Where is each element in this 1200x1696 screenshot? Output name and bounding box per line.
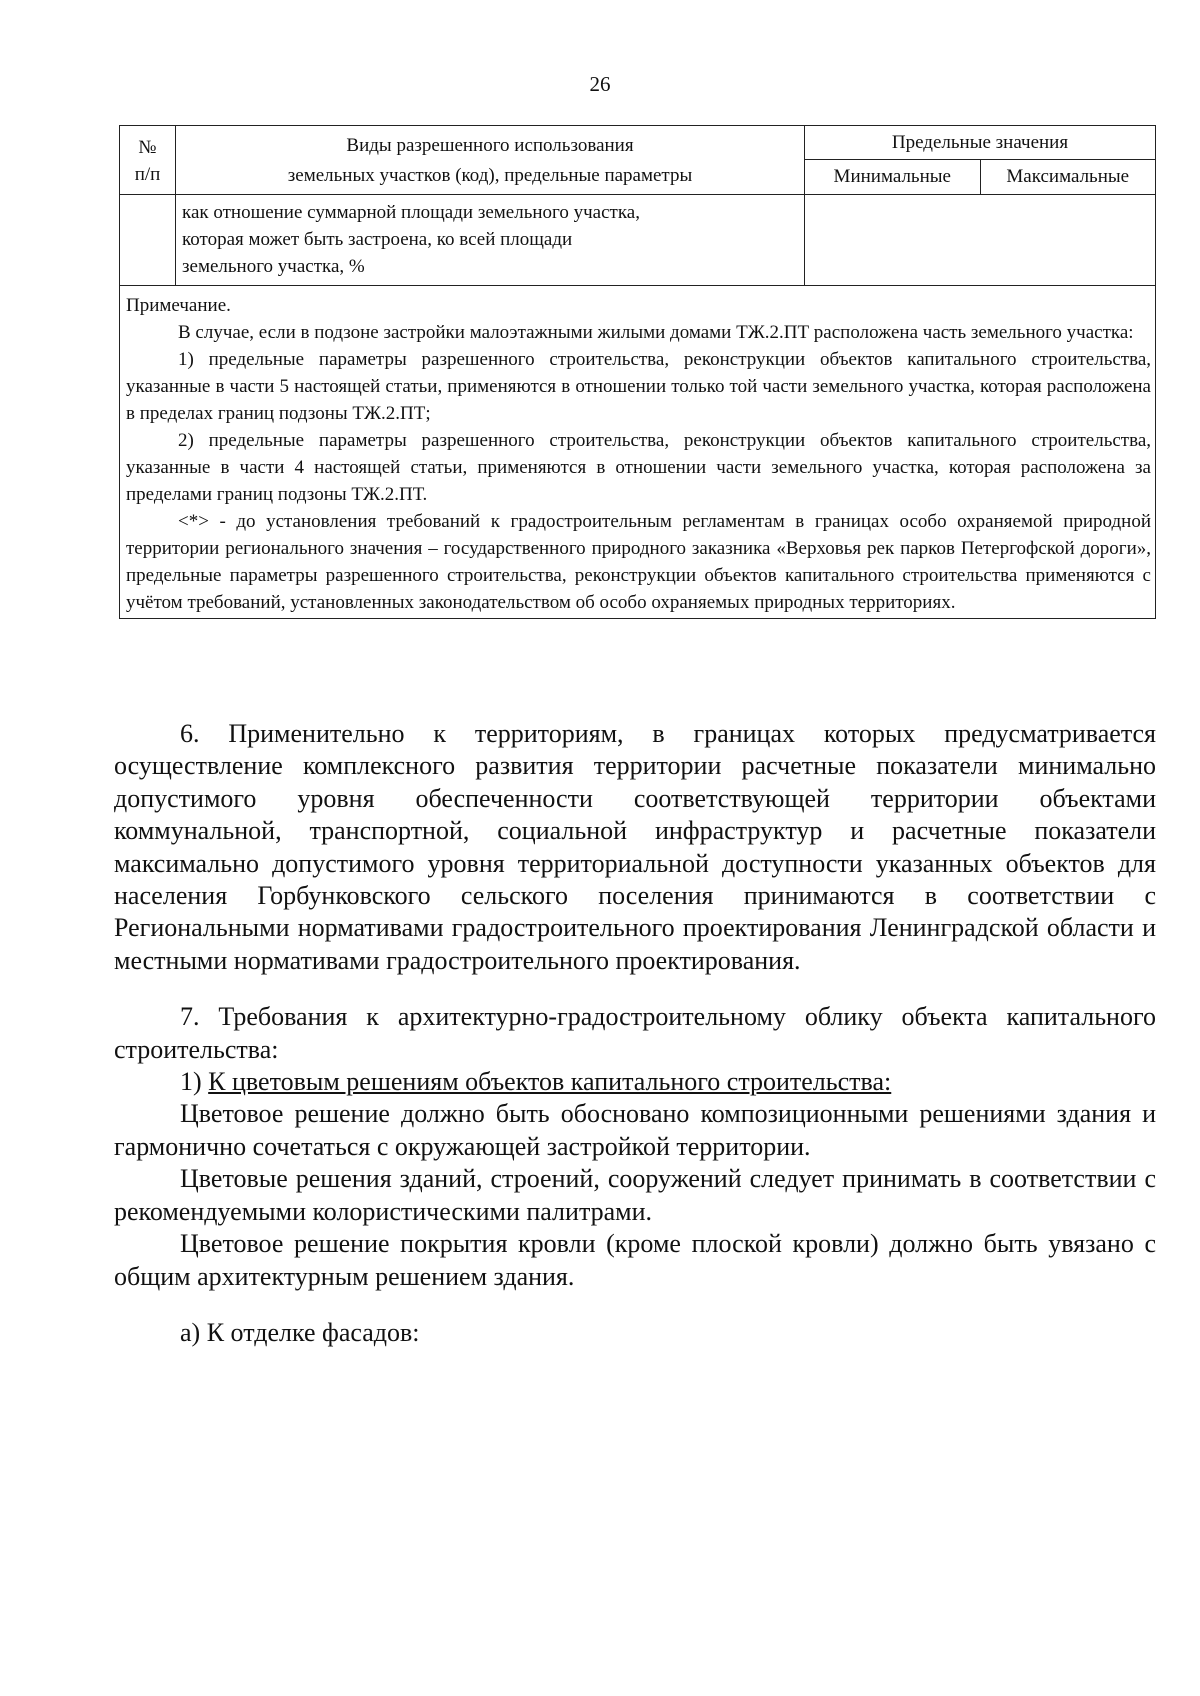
- header-kind-line2: земельных участков (код), предельные параметры: [287, 165, 693, 186]
- color-paragraph-2: Цветовые решения зданий, строений, сооружений следует принимать в соответствии с рекомендуемыми колористическими палитрами.: [114, 1164, 1156, 1226]
- note-paragraph-4: <*> - до установления требований к градостроительным регламентам в границах особо охраняемой природной территории регионального значения – государственного природного заказника «Верховья рек парков Петергофской дороги», предельные параметры разрешенного строительства, реконструкции объектов капитального строительства применяются с учётом требований, установленных законодательством об особо охраняемых природных территориях.: [126, 511, 1151, 613]
- note-paragraph-3: 2) предельные параметры разрешенного строительства, реконструкции объектов капитального строительства, указанные в части 4 настоящей статьи, применяются в отношении части земельного участка, которая расположена за пределами границ подзоны ТЖ.2.ПТ.: [126, 430, 1151, 505]
- item-a-heading: К отделке фасадов:: [206, 1317, 420, 1347]
- header-max: Максимальные: [980, 160, 1156, 195]
- table-note-row: [120, 286, 1156, 619]
- header-kind: [176, 126, 805, 195]
- color-paragraph-3: Цветовое решение покрытия кровли (кроме плоской кровли) должно быть увязано с общим архитектурным решением здания.: [114, 1229, 1156, 1291]
- header-limits: Предельные значения: [805, 126, 1156, 160]
- row-text-line1: как отношение суммарной площади земельного участка,: [182, 202, 640, 223]
- regulations-table: [119, 125, 1156, 619]
- table-row: [120, 195, 1156, 286]
- note-paragraph-2: 1) предельные параметры разрешенного строительства, реконструкции объектов капитального строительства, указанные в части 5 настоящей статьи, применяются в отношении только той части земельного участка, которая расположена в пределах границ подзоны ТЖ.2.ПТ;: [126, 349, 1151, 424]
- note-paragraph-1: В случае, если в подзоне застройки малоэтажными жилыми домами ТЖ.2.ПТ расположена часть земельного участка:: [178, 322, 1134, 343]
- table-cell-values: [805, 195, 1156, 286]
- table-header-row: [120, 126, 1156, 160]
- table-cell-text: [176, 195, 805, 286]
- header-kind-line1: Виды разрешенного использования: [346, 135, 634, 156]
- table-cell-number: [120, 195, 176, 286]
- item-1-heading: К цветовым решениям объектов капитального строительства:: [208, 1067, 892, 1097]
- page-number: 26: [589, 72, 611, 96]
- paragraph-6: 6. Применительно к территориям, в границах которых предусматривается осуществление комплексного развития территории расчетные показатели минимально допустимого уровня обеспеченности соответствующей территории объектами коммунальной, транспортной, социальной инфраструктур и расчетные показатели максимально допустимого уровня территориальной доступности указанных объектов для населения Горбунковского сельского поселения принимаются в соответствии с Региональными нормативами градостроительного проектирования Ленинградской области и местными нормативами градостроительного проектирования.: [114, 719, 1156, 975]
- paragraph-7: 7. Требования к архитектурно-градостроительному облику объекта капитального строительства:: [114, 1002, 1156, 1064]
- item-1: [114, 1066, 1156, 1098]
- document-body: [114, 718, 1156, 1349]
- item-a-number: а): [180, 1317, 201, 1347]
- row-text-line2: которая может быть застроена, ко всей площади: [182, 229, 573, 250]
- color-paragraph-1: Цветовое решение должно быть обосновано композиционными решениями здания и гармонично сочетаться с окружающей застройкой территории.: [114, 1099, 1156, 1161]
- row-text-line3: земельного участка, %: [182, 256, 365, 277]
- header-number: [120, 126, 176, 195]
- header-number-line2: п/п: [134, 164, 161, 185]
- note-title: Примечание.: [126, 295, 231, 316]
- item-1-number: 1): [180, 1067, 202, 1097]
- header-number-line1: №: [138, 137, 157, 158]
- header-min: Минимальные: [805, 160, 981, 195]
- note-cell: [120, 286, 1156, 619]
- item-a: [114, 1317, 1156, 1349]
